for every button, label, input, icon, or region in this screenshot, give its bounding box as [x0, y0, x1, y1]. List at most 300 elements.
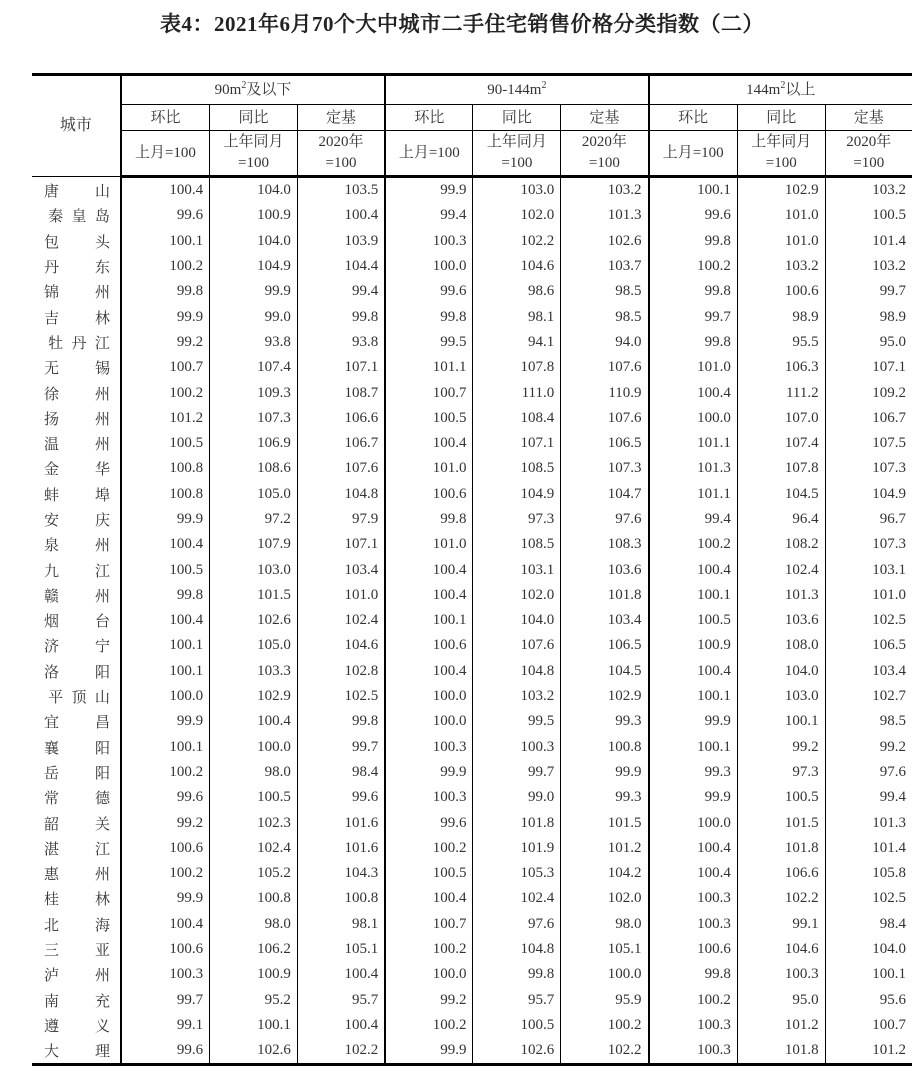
index-value: 107.3 [210, 406, 298, 431]
base-line1: 上月=100 [398, 144, 460, 161]
table-row [32, 608, 912, 633]
index-value: 100.4 [385, 886, 473, 911]
city-name-text [44, 1040, 110, 1061]
table-body [32, 177, 912, 1065]
city-name-text [44, 737, 110, 758]
city-char: 州 [94, 966, 110, 985]
index-value: 101.0 [737, 203, 825, 228]
index-value: 100.3 [649, 1013, 738, 1038]
index-value: 99.0 [473, 785, 561, 810]
city-name-text [44, 1015, 110, 1036]
group-header-large [649, 75, 912, 105]
index-value: 100.5 [737, 785, 825, 810]
index-value: 99.4 [297, 279, 385, 304]
index-value: 104.0 [825, 937, 912, 962]
index-value: 97.6 [473, 912, 561, 937]
index-value: 102.4 [297, 608, 385, 633]
index-value: 100.0 [121, 684, 210, 709]
city-name [32, 861, 121, 886]
table-row [32, 532, 912, 557]
city-char: 北 [44, 915, 60, 934]
index-value: 100.2 [649, 532, 738, 557]
city-name [32, 684, 121, 709]
city-char: 唐 [44, 181, 60, 200]
index-value: 100.1 [121, 633, 210, 658]
index-value: 107.6 [297, 456, 385, 481]
index-value: 104.0 [210, 177, 298, 204]
index-value: 100.5 [649, 608, 738, 633]
city-char: 三 [44, 941, 60, 960]
city-name-text [44, 509, 110, 530]
base-header [561, 131, 649, 177]
index-value: 100.9 [649, 633, 738, 658]
city-name [32, 279, 121, 304]
city-char: 皇 [71, 207, 87, 226]
index-value: 103.4 [297, 557, 385, 582]
city-char: 州 [94, 384, 110, 403]
city-name [32, 254, 121, 279]
city-name [32, 1038, 121, 1065]
index-value: 99.2 [385, 988, 473, 1013]
index-value: 101.3 [737, 583, 825, 608]
index-value: 100.1 [825, 962, 912, 987]
index-value: 100.4 [297, 1013, 385, 1038]
index-value: 99.8 [649, 229, 738, 254]
city-char: 东 [94, 258, 110, 277]
city-name [32, 482, 121, 507]
index-value: 98.4 [297, 760, 385, 785]
table-row [32, 583, 912, 608]
index-value: 100.2 [385, 937, 473, 962]
index-value: 101.2 [737, 1013, 825, 1038]
index-value: 106.2 [210, 937, 298, 962]
index-value: 107.5 [825, 431, 912, 456]
index-value: 102.3 [210, 810, 298, 835]
index-value: 101.9 [473, 836, 561, 861]
city-char: 岛 [94, 207, 110, 226]
city-name [32, 810, 121, 835]
index-value: 98.9 [737, 304, 825, 329]
index-value: 107.6 [561, 355, 649, 380]
group-sup: 2 [241, 80, 247, 91]
city-char: 林 [94, 890, 110, 909]
group-sup: 2 [780, 80, 786, 91]
city-name [32, 177, 121, 204]
index-value: 105.0 [210, 482, 298, 507]
index-value: 100.8 [561, 735, 649, 760]
index-value: 100.6 [385, 482, 473, 507]
city-name [32, 203, 121, 228]
index-value: 107.6 [561, 406, 649, 431]
index-value: 99.8 [121, 279, 210, 304]
base-line1: 上年同月 [486, 134, 547, 150]
city-char: 海 [94, 915, 110, 934]
index-value: 107.4 [737, 431, 825, 456]
index-value: 104.0 [473, 608, 561, 633]
index-value: 101.4 [825, 836, 912, 861]
index-value: 95.6 [825, 988, 912, 1013]
index-value: 100.6 [121, 937, 210, 962]
index-value: 108.2 [737, 532, 825, 557]
index-value: 107.8 [473, 355, 561, 380]
city-char: 州 [94, 865, 110, 884]
city-char: 泸 [44, 966, 60, 985]
table-row [32, 557, 912, 582]
index-value: 98.6 [473, 279, 561, 304]
city-char: 锡 [94, 359, 110, 378]
index-value: 102.4 [210, 836, 298, 861]
index-value: 100.2 [121, 380, 210, 405]
index-value: 100.6 [649, 937, 738, 962]
group-label: 90-144m [487, 82, 542, 98]
sub-header-yoy: 同比 [473, 105, 561, 131]
index-value: 98.4 [825, 912, 912, 937]
table-row [32, 836, 912, 861]
index-value: 100.8 [297, 886, 385, 911]
city-char: 江 [94, 839, 110, 858]
index-value: 100.1 [649, 735, 738, 760]
table-row [32, 810, 912, 835]
index-value: 102.6 [561, 229, 649, 254]
city-char: 秦 [48, 207, 64, 226]
index-value: 100.7 [825, 1013, 912, 1038]
index-value: 101.0 [825, 583, 912, 608]
index-value: 102.9 [561, 684, 649, 709]
index-value: 103.0 [210, 557, 298, 582]
city-name [32, 633, 121, 658]
city-name [32, 760, 121, 785]
index-value: 100.3 [473, 735, 561, 760]
index-value: 100.0 [210, 735, 298, 760]
index-value: 100.4 [649, 861, 738, 886]
city-char: 惠 [44, 865, 60, 884]
table-row [32, 659, 912, 684]
index-value: 108.6 [210, 456, 298, 481]
index-value: 100.2 [649, 254, 738, 279]
index-value: 104.7 [561, 482, 649, 507]
index-value: 102.5 [825, 608, 912, 633]
table-row [32, 304, 912, 329]
index-value: 102.4 [737, 557, 825, 582]
index-value: 100.3 [385, 735, 473, 760]
city-char: 山 [94, 688, 110, 707]
city-name-text [44, 863, 110, 884]
city-char: 关 [94, 814, 110, 833]
sub-header-mom: 环比 [385, 105, 473, 131]
index-value: 107.1 [297, 532, 385, 557]
city-char: 头 [94, 232, 110, 251]
table-row [32, 760, 912, 785]
city-name-text [44, 180, 110, 201]
city-name [32, 304, 121, 329]
index-value: 100.4 [385, 659, 473, 684]
index-value: 104.3 [297, 861, 385, 886]
index-value: 106.5 [825, 633, 912, 658]
city-name [32, 330, 121, 355]
index-value: 103.0 [737, 684, 825, 709]
index-value: 101.0 [297, 583, 385, 608]
index-value: 102.5 [297, 684, 385, 709]
table-row [32, 1013, 912, 1038]
table-title: 表4：2021年6月70个大中城市二手住宅销售价格分类指数（二） [160, 12, 764, 36]
index-value: 99.0 [210, 304, 298, 329]
city-char: 桂 [44, 890, 60, 909]
index-value: 100.0 [385, 254, 473, 279]
index-value: 100.1 [385, 608, 473, 633]
index-value: 100.9 [210, 203, 298, 228]
city-char: 蚌 [44, 485, 60, 504]
city-char: 林 [94, 308, 110, 327]
city-name-text [44, 281, 110, 302]
index-value: 100.1 [649, 583, 738, 608]
city-name-text [44, 256, 110, 277]
table-row [32, 735, 912, 760]
index-value: 95.0 [825, 330, 912, 355]
table-row [32, 254, 912, 279]
index-value: 101.1 [649, 431, 738, 456]
index-value: 100.3 [649, 886, 738, 911]
group-label: 90m [214, 82, 242, 98]
base-header [737, 131, 825, 177]
index-value: 104.2 [561, 861, 649, 886]
city-name-text [44, 914, 110, 935]
index-value: 95.0 [737, 988, 825, 1013]
index-value: 99.8 [297, 709, 385, 734]
index-value: 111.0 [473, 380, 561, 405]
index-value: 98.0 [210, 912, 298, 937]
sub-header-mom: 环比 [121, 105, 210, 131]
base-header [649, 131, 738, 177]
city-name [32, 659, 121, 684]
index-value: 105.3 [473, 861, 561, 886]
index-value: 103.5 [297, 177, 385, 204]
index-value: 102.7 [825, 684, 912, 709]
index-value: 100.1 [121, 735, 210, 760]
index-value: 104.0 [737, 659, 825, 684]
table-row [32, 279, 912, 304]
index-value: 106.7 [825, 406, 912, 431]
index-value: 103.9 [297, 229, 385, 254]
index-value: 97.2 [210, 507, 298, 532]
base-line1: 上年同月 [751, 134, 812, 150]
base-line2: =100 [501, 155, 533, 171]
index-value: 107.3 [561, 456, 649, 481]
base-header [297, 131, 385, 177]
index-value: 107.3 [825, 532, 912, 557]
index-value: 100.0 [385, 684, 473, 709]
index-value: 99.2 [121, 330, 210, 355]
city-char: 台 [94, 612, 110, 631]
index-value: 103.1 [473, 557, 561, 582]
index-value: 104.5 [737, 482, 825, 507]
base-header [825, 131, 912, 177]
index-value: 100.4 [649, 557, 738, 582]
table-row [32, 330, 912, 355]
index-value: 101.2 [561, 836, 649, 861]
city-char: 州 [94, 283, 110, 302]
index-value: 101.8 [473, 810, 561, 835]
city-char: 江 [94, 561, 110, 580]
city-char: 扬 [44, 409, 60, 428]
index-value: 107.1 [297, 355, 385, 380]
table-row [32, 962, 912, 987]
city-char: 吉 [44, 308, 60, 327]
index-value: 100.1 [210, 1013, 298, 1038]
city-char: 赣 [44, 586, 60, 605]
city-char: 理 [94, 1042, 110, 1061]
index-value: 100.4 [649, 380, 738, 405]
index-value: 100.0 [649, 406, 738, 431]
group-label: 144m [746, 82, 781, 98]
index-value: 98.5 [825, 709, 912, 734]
city-name [32, 583, 121, 608]
index-value: 99.2 [825, 735, 912, 760]
sub-header-yoy: 同比 [737, 105, 825, 131]
index-value: 104.9 [825, 482, 912, 507]
index-value: 100.4 [385, 583, 473, 608]
index-value: 100.4 [121, 177, 210, 204]
index-value: 100.4 [649, 659, 738, 684]
index-value: 99.9 [385, 760, 473, 785]
index-value: 97.3 [737, 760, 825, 785]
index-value: 100.3 [121, 962, 210, 987]
table-row [32, 203, 912, 228]
index-value: 101.5 [737, 810, 825, 835]
city-name [32, 1013, 121, 1038]
index-value: 105.1 [297, 937, 385, 962]
city-name-text [44, 433, 110, 454]
index-value: 99.8 [649, 279, 738, 304]
city-char: 山 [94, 181, 110, 200]
index-value: 99.9 [121, 886, 210, 911]
index-value: 93.8 [297, 330, 385, 355]
index-value: 106.5 [561, 431, 649, 456]
index-value: 108.7 [297, 380, 385, 405]
index-value: 102.0 [473, 583, 561, 608]
city-name-text [44, 964, 110, 985]
city-name-text [44, 484, 110, 505]
city-char: 昌 [94, 713, 110, 732]
city-char: 锦 [44, 283, 60, 302]
index-value: 100.0 [385, 709, 473, 734]
index-value: 100.5 [121, 431, 210, 456]
base-header [385, 131, 473, 177]
sub-header-fixed: 定基 [297, 105, 385, 131]
index-value: 100.2 [385, 836, 473, 861]
index-value: 99.1 [121, 1013, 210, 1038]
index-value: 95.5 [737, 330, 825, 355]
city-char: 华 [94, 460, 110, 479]
table-row [32, 229, 912, 254]
city-name-text [44, 585, 110, 606]
index-value: 101.8 [737, 1038, 825, 1065]
index-value: 100.4 [385, 557, 473, 582]
index-value: 100.4 [297, 203, 385, 228]
index-value: 102.2 [297, 1038, 385, 1065]
base-header-row [32, 131, 912, 177]
sub-header-mom: 环比 [649, 105, 738, 131]
index-value: 101.3 [825, 810, 912, 835]
index-value: 101.1 [385, 355, 473, 380]
base-line1: 2020年 [318, 134, 364, 150]
index-value: 100.3 [737, 962, 825, 987]
index-value: 104.8 [473, 937, 561, 962]
index-value: 101.8 [737, 836, 825, 861]
index-value: 99.7 [825, 279, 912, 304]
index-value: 100.7 [385, 380, 473, 405]
city-name-text [44, 838, 110, 859]
index-value: 100.8 [121, 456, 210, 481]
city-name-text [44, 383, 110, 404]
index-value: 101.0 [737, 229, 825, 254]
index-value: 104.6 [737, 937, 825, 962]
index-value: 99.5 [473, 709, 561, 734]
index-value: 105.8 [825, 861, 912, 886]
index-value: 102.8 [297, 659, 385, 684]
table-row [32, 482, 912, 507]
index-value: 100.4 [121, 608, 210, 633]
index-value: 100.2 [561, 1013, 649, 1038]
city-char: 温 [44, 435, 60, 454]
index-value: 102.6 [210, 608, 298, 633]
index-value: 99.1 [737, 912, 825, 937]
city-name [32, 912, 121, 937]
sub-header-fixed: 定基 [825, 105, 912, 131]
index-value: 99.4 [649, 507, 738, 532]
index-value: 103.1 [825, 557, 912, 582]
index-value: 99.8 [385, 507, 473, 532]
table-row [32, 1038, 912, 1065]
index-value: 98.1 [473, 304, 561, 329]
index-value: 108.5 [473, 456, 561, 481]
base-line2: =100 [238, 155, 269, 171]
index-value: 100.4 [121, 912, 210, 937]
city-char: 南 [44, 991, 60, 1010]
city-name-text [44, 534, 110, 555]
index-value: 107.8 [737, 456, 825, 481]
index-value: 99.7 [297, 735, 385, 760]
index-value: 104.8 [297, 482, 385, 507]
city-char: 大 [44, 1042, 60, 1061]
city-name-text [44, 813, 110, 834]
city-char: 济 [44, 637, 60, 656]
city-char: 江 [94, 333, 110, 352]
index-value: 99.9 [121, 304, 210, 329]
city-char: 宁 [94, 637, 110, 656]
index-value: 98.0 [210, 760, 298, 785]
index-value: 100.2 [121, 760, 210, 785]
city-name [32, 431, 121, 456]
city-char: 义 [94, 1016, 110, 1035]
group-header-medium [385, 75, 648, 105]
city-char: 亚 [94, 941, 110, 960]
city-name [32, 507, 121, 532]
index-value: 99.3 [561, 709, 649, 734]
index-value: 98.9 [825, 304, 912, 329]
index-value: 107.3 [825, 456, 912, 481]
city-column-header: 城市 [32, 75, 121, 177]
group-sup: 2 [541, 80, 547, 91]
index-value: 102.9 [737, 177, 825, 204]
group-label-suffix: 以上 [785, 82, 816, 98]
city-char: 泉 [44, 536, 60, 555]
index-value: 107.4 [210, 355, 298, 380]
index-value: 97.9 [297, 507, 385, 532]
index-value: 99.7 [649, 304, 738, 329]
index-value: 100.4 [297, 962, 385, 987]
index-value: 104.9 [473, 482, 561, 507]
city-char: 州 [94, 586, 110, 605]
